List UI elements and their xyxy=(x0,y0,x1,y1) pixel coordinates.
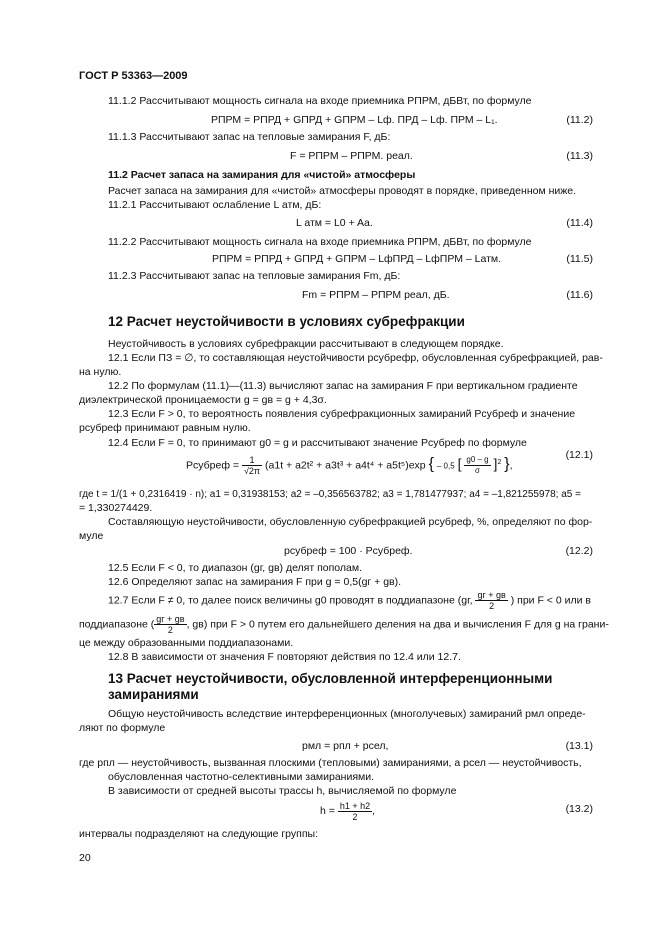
paragraph-text xyxy=(79,614,609,635)
paragraph-text: це между образованными поддиапазонами. xyxy=(79,637,294,649)
page-number: 20 xyxy=(79,852,91,864)
document-header: ГОСТ Р 53363—2009 xyxy=(79,70,188,82)
equation-12-1: Pсубреф = $\frac{1}{√2\pi}$ (a1t + a2t² + a3t³ + a4t⁴ + a5t⁵)exp { – 0,5 [ $\frac{g0 - g}{\sigma}$ ]$^2$ }, xyxy=(186,455,513,477)
fraction-top: h1 + h2 xyxy=(339,800,371,811)
paragraph-12-4: 12.4 Если F = 0, то принимают g0 = g и рассчитывают значение Pсубреф по формуле xyxy=(108,437,527,449)
paragraph-text: интервалы подразделяют на следующие группы: xyxy=(79,828,318,840)
fraction-bottom: √2π xyxy=(243,466,261,477)
fraction-top: gг + gв xyxy=(477,590,506,600)
bracket: ] xyxy=(493,455,498,472)
text-part: , gв) при F > 0 путем его дальнейшего деления на два и вычисления F для g на грани- xyxy=(186,618,609,631)
equation-number: (11.6) xyxy=(566,289,593,301)
equation-11-5: PПРМ = PПРД + GПРД + GПРМ – LфПРД – LфПРМ – Lатм. xyxy=(212,253,502,265)
paragraph-text: Расчет запаса на замирания для «чистой» атмосферы проводят в порядке, приведенном ниже. xyxy=(108,185,577,197)
equation-11-2: PПРМ = PПРД + GПРД + GПРМ – Lф. ПРД – Lф. ПРМ – L₁. xyxy=(211,114,498,126)
paragraph-text: pсубреф принимают равным нулю. xyxy=(79,422,251,434)
bracket: [ xyxy=(457,455,462,472)
section-heading-13: 13 Расчет неустойчивости, обусловленной интерференционными xyxy=(108,671,553,686)
bracket: { xyxy=(428,455,434,473)
equation-number: (12.2) xyxy=(565,545,593,557)
text-part: 12.7 Если F ≠ 0, то далее поиск величины g0 проводят в поддиапазоне (gг, xyxy=(108,594,473,607)
section-heading-11-2: 11.2 Расчет запаса на замирания для «чистой» атмосферы xyxy=(108,169,416,181)
equation-lhs: Pсубреф = xyxy=(186,459,240,472)
exp-fraction xyxy=(464,455,490,476)
text-part: поддиапазоне ( xyxy=(79,618,155,631)
equation-number: (13.2) xyxy=(565,803,593,815)
paragraph-text: на нулю. xyxy=(79,366,122,378)
paragraph-12-3: 12.3 Если F > 0, то вероятность появления субрефракционных замираний Pсубреф и значение xyxy=(108,408,576,420)
paragraph-11-1-3: 11.1.3 Рассчитывают запас на тепловые замирания F, дБ: xyxy=(108,131,391,143)
paragraph-11-1-2: 11.1.2 Рассчитывают мощность сигнала на входе приемника PПРМ, дБВт, по формуле xyxy=(108,95,532,107)
text-part: ) при F < 0 или в xyxy=(510,594,591,607)
paragraph-12-6: 12.6 Определяют запас на замирания F при g = 0,5(gг + gв). xyxy=(108,576,402,588)
fraction xyxy=(154,614,186,635)
equation-13-2 xyxy=(320,800,375,822)
paragraph-11-2-2: 11.2.2 Рассчитывают мощность сигнала на входе приемника PПРМ, дБВт, по формуле xyxy=(108,236,532,248)
punctuation: , xyxy=(372,805,376,817)
fraction-bottom: 2 xyxy=(352,811,358,822)
paragraph-text: где pпл — неустойчивость, вызванная плоскими (тепловыми) замираниями, а pсел — неустойчивость, xyxy=(79,757,582,769)
equation-number: (13.1) xyxy=(565,740,593,752)
fraction xyxy=(475,590,507,611)
paragraph-text: где t = 1/(1 + 0,2316419 · n); a1 = 0,31938153; a2 = –0,356563782; a3 = 1,781477937; a4 = –1,821255978; a5 = xyxy=(79,489,581,500)
fraction-top: 1 xyxy=(242,455,262,466)
equation-number: (11.4) xyxy=(566,217,593,229)
equation-number: (11.3) xyxy=(566,150,593,162)
fraction-top: g0 – g xyxy=(466,455,489,465)
paragraph-12-8: 12.8 В зависимости от значения F повторяют действия по 12.4 или 12.7. xyxy=(108,651,461,663)
equation-11-3: F = PПРМ – PПРМ. реал. xyxy=(290,150,413,162)
paragraph-text: муле xyxy=(79,530,104,542)
paragraph-text: Составляющую неустойчивости, обусловленную субрефракцией pсубреф, %, определяют по фор- xyxy=(108,516,593,528)
equation-11-6: Fm = PПРМ – PПРМ реал, дБ. xyxy=(302,289,450,301)
paragraph-12-7 xyxy=(108,590,591,611)
equation-number: (11.5) xyxy=(566,253,593,265)
paragraph-text: обусловленная частотно-селективными замираниями. xyxy=(108,771,375,783)
paragraph-text: В зависимости от средней высоты трассы h, вычисляемой по формуле xyxy=(108,785,457,797)
paragraph-12-5: 12.5 Если F < 0, то диапазон (gг, gв) делят пополам. xyxy=(108,562,363,574)
paragraph-text: Общую неустойчивость вследствие интерференционных (многолучевых) замираний pмл опреде- xyxy=(108,708,586,720)
bracket: } xyxy=(504,455,510,473)
fraction-bottom: 2 xyxy=(167,625,173,635)
exp-coef: – 0,5 xyxy=(436,461,455,471)
equation-lhs: h = xyxy=(320,805,335,817)
fraction xyxy=(338,801,372,822)
fraction-bottom: 2 xyxy=(489,601,495,611)
paragraph-12-2: 12.2 По формулам (11.1)—(11.3) вычисляют запас на замирания F при вертикальном градиенте xyxy=(108,380,578,392)
fraction xyxy=(242,455,262,476)
equation-number: (11.2) xyxy=(566,114,593,126)
paragraph-text: Неустойчивость в условиях субрефракции рассчитывают в следующем порядке. xyxy=(108,338,504,350)
paragraph-text: ляют по формуле xyxy=(79,722,166,734)
section-heading-12: 12 Расчет неустойчивости в условиях субрефракции xyxy=(108,314,465,329)
paragraph-11-2-3: 11.2.3 Рассчитывают запас на тепловые замирания Fm, дБ: xyxy=(108,270,401,282)
equation-11-4: L атм = L0 + Aa. xyxy=(296,217,373,229)
equation-rhs: (a1t + a2t² + a3t³ + a4t⁴ + a5t⁵)exp xyxy=(265,459,426,472)
paragraph-12-1: 12.1 Если ПЗ = ∅, то составляющая неустойчивости pсубрефр, обусловленная субрефракцией, рав- xyxy=(108,352,603,364)
equation-12-2: pсубреф = 100 · Pсубреф. xyxy=(284,545,413,557)
fraction-top: gг + gв xyxy=(156,614,185,624)
equation-number: (12.1) xyxy=(565,449,593,461)
exponent: 2 xyxy=(497,459,502,466)
fraction-bottom: σ xyxy=(475,466,480,476)
paragraph-text: диэлектрической проницаемости g = gв = g + 4,3σ. xyxy=(79,394,327,406)
section-heading-13-cont: замираниями xyxy=(108,687,199,702)
paragraph-text: = 1,330274429. xyxy=(79,502,153,514)
paragraph-11-2-1: 11.2.1 Рассчитывают ослабление L атм, дБ: xyxy=(108,199,322,211)
equation-13-1: pмл = pпл + pсел, xyxy=(302,740,389,752)
